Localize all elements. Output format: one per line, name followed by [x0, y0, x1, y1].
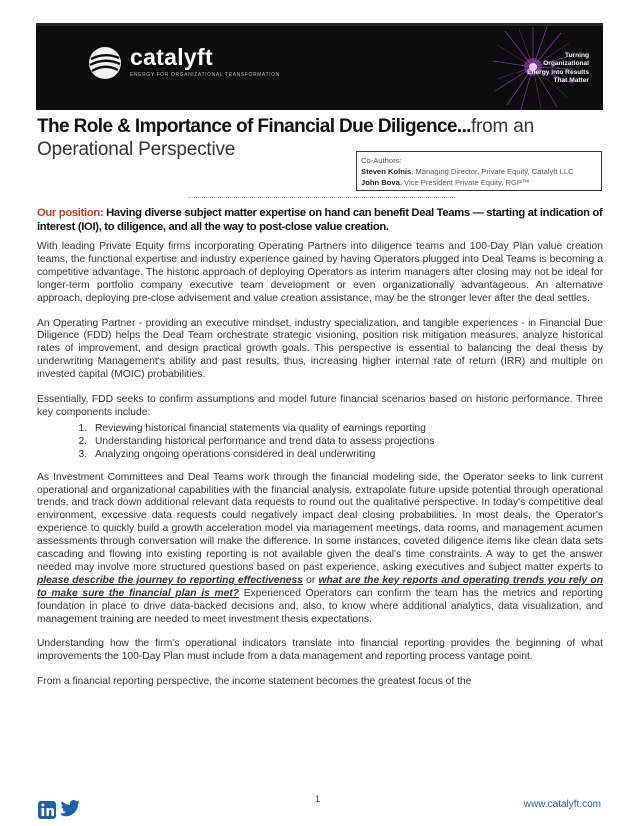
- coauthor-entry: [361, 177, 597, 188]
- linkedin-icon[interactable]: [38, 801, 56, 819]
- slogan-line: Organizational: [543, 60, 589, 68]
- paragraph: From a financial reporting perspective, the income statement becomes the greatest focus of the: [37, 676, 472, 688]
- paragraph: With leading Private Equity firms incorporating Operating Partners into diligence teams and 100-Day Plan value creation teams, the functional expertise and industry experience gained by having Operators plugged into Deal Teams is becoming a competitive advantage. The historic approach of deploying Operators as interim managers after closing may not be ideal for longer-term portfolio company executive team development or even organizationally advantageous. An alternative approach, deploying pre-close advisement and value creation assistance, may be the stronger lever after the deal settles.: [37, 241, 603, 304]
- list-item: 2. Understanding historical performance and trend data to assess projections: [90, 436, 603, 449]
- slogan-line: Turning: [564, 52, 589, 59]
- coauthor-role: , Managing Director, Private Equity, Catalyft LLC: [411, 167, 574, 176]
- emphasized-question: please describe the journey to reporting effectiveness: [37, 574, 303, 586]
- paragraph: [37, 472, 603, 627]
- position-label: Our position:: [37, 207, 104, 219]
- position-statement: [37, 206, 603, 234]
- banner-slogan: [499, 52, 589, 86]
- footer-website-link[interactable]: www.catalyft.com: [523, 799, 601, 810]
- paragraph: Understanding how the firm's operational indicators translate into financial reporting provides the beginning of what improvements the 100-Day Plan must include from a data management and reporting process vantage point.: [37, 638, 603, 663]
- coauthor-name: Steven Kolnis: [361, 167, 412, 176]
- coauthor-entry: [361, 166, 597, 177]
- list-item: 3. Analyzing ongoing operations considered in deal underwriting: [90, 449, 603, 462]
- slogan-line: That Matter: [553, 77, 589, 85]
- social-icons: [37, 799, 87, 821]
- paragraph-text: Experienced Operators can confirm the team has the metrics and reporting foundation in place to drive data-backed decisions and, also, to know where additional analytics, data visualization, and management training are needed to meet investment thesis expectations.: [37, 587, 603, 625]
- paragraph-text: As Investment Committees and Deal Teams work through the financial modeling side, the Operator seeks to link current operational and organizational capabilities with the financial analysis, extrapolate future upside potential through operational trends, and track down additional relevant data requests to round out the qualitative perspective. In today's competitive deal environment, excessive data requests could negatively impact deal closing probabilities. In most deals, the Operator's experience to quickly build a growth acceleration model via management meetings, data rooms, and management acumen assessments through conversation will make the difference. In some instances, coveted diligence items like clean data sets cascading and flowing into existing reporting is not available given the deal's time constraints. A way to get the answer needed may involve more structured questions based on past experience, asking executives and subject matter experts to: [37, 471, 603, 573]
- document-body: [37, 206, 603, 701]
- twitter-icon[interactable]: [61, 800, 80, 816]
- coauthors-box: [356, 151, 602, 191]
- position-text: Having diverse subject matter expertise on hand can benefit Deal Teams — starting at indication of interest (IOI), to diligence, and all the way to post-close value creation.: [37, 207, 603, 233]
- brand-tagline: ENERGY FOR ORGANIZATIONAL TRANSFORMATION: [130, 72, 280, 78]
- list-item: 1. Reviewing historical financial statements via quality of earnings reporting: [90, 423, 603, 436]
- header-banner: [36, 23, 603, 110]
- components-list: [37, 423, 603, 462]
- page-number: 1: [315, 794, 321, 804]
- title-rest-part: from an Operational Perspective: [37, 116, 534, 160]
- slogan-line: Energy into Results: [527, 68, 589, 76]
- catalyft-globe-logo-icon: [88, 46, 122, 80]
- title-bold-part: The Role & Importance of Financial Due Diligence...: [37, 116, 471, 137]
- paragraph-text: or: [303, 574, 319, 586]
- paragraph: An Operating Partner - providing an executive mindset, industry specialization, and tangible experiences - in Financial Due Diligence (FDD) helps the Deal Team orchestrate strategic visioning, position risk mitigation measures, analyze historical rates of improvement, and design practical growth goals. This perspective is essential to balancing the deal thesis by underwriting Management's ability and past results, thus, increasing higher internal rate of return (IRR) and multiple on invested capital (MOIC) probabilities.: [37, 317, 603, 381]
- brand-name: catalyft: [130, 44, 213, 70]
- dotted-divider: [188, 197, 455, 198]
- paragraph: Essentially, FDD seeks to confirm assumptions and model future financial scenarios based on historic performance. Three key components include:: [37, 394, 603, 418]
- coauthor-name: John Bova: [361, 178, 400, 187]
- coauthors-heading: Co-Authors:: [361, 156, 402, 165]
- coauthor-role: , Vice President Private Equity, RGP™: [399, 178, 530, 187]
- emphasized-question: what are the key reports and operating trends you rely on to make sure the financial plan is met?: [37, 574, 604, 599]
